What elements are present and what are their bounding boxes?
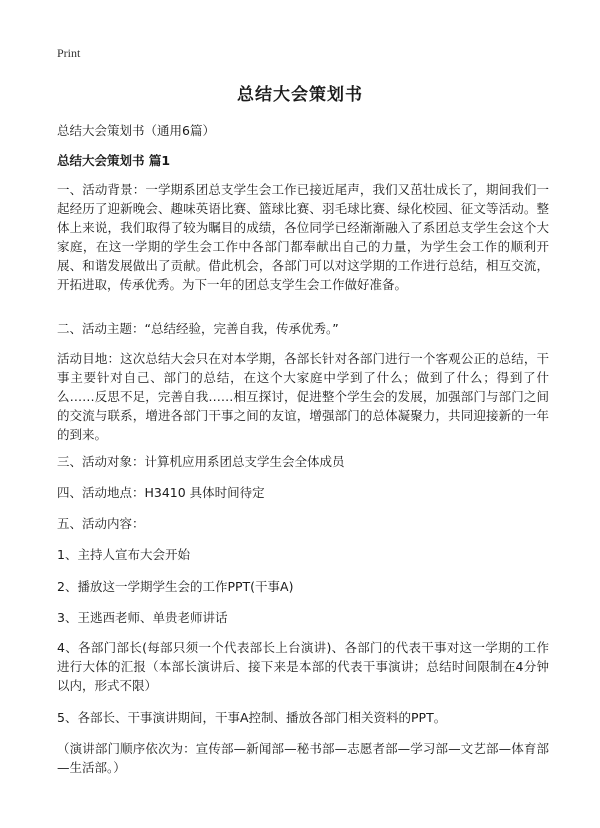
list-item-3: 3、王逃西老师、单贵老师讲话 [57,610,228,625]
paragraph-order: （演讲部门顺序依次为：宣传部—新闻部—秘书部—志愿者部—学习部—文艺部—体育部—生活部。） [57,741,549,775]
paragraph-content-heading: 五、活动内容： [57,516,145,531]
paragraph-purpose: 活动目地：这次总结大会只在对本学期，各部长针对各部门进行一个客观公正的总结，干事主要针对自己、部门的总结，在这个大家庭中学到了什么；做到了什么；得到了什么……反思不足，完善自我……相互探讨，促进整个学生会的发展，加强部门与部门之间的交流与联系，增进各部门干事之间的友谊，增强部门的总体凝聚力，共同迎接新的一年的到来。 [57,351,549,442]
paragraph-background: 一、活动背景：一学期系团总支学生会工作已接近尾声，我们又茁壮成长了，期间我们一起经历了迎新晚会、趣味英语比赛、篮球比赛、羽毛球比赛、绿化校园、征文等活动。整体上来说，我们取得了较为瞩目的成绩，各位同学已经渐渐融入了系团总支学生会这个大家庭，在这一学期的学生会工作中各部门都奉献出自己的力量，为学生会工作的顺利开展、和谐发展做出了贡献。借此机会，各部门可以对这学期的工作进行总结，相互交流，开拓进取，传承优秀。为下一年的团总支学生会工作做好准备。 [57,182,549,292]
paragraph-audience: 三、活动对象：计算机应用系团总支学生会全体成员 [57,454,345,469]
section-heading: 总结大会策划书 篇1 [57,153,171,168]
print-label: Print [57,46,81,60]
list-item-1: 1、主持人宣布大会开始 [57,547,190,562]
page-title: 总结大会策划书 [237,85,363,105]
document-subtitle: 总结大会策划书（通用6篇） [57,123,215,138]
list-item-2: 2、播放这一学期学生会的工作PPT(干事A) [57,579,294,594]
paragraph-location: 四、活动地点：H3410 具体时间待定 [57,485,265,500]
list-item-5: 5、各部长、干事演讲期间，干事A控制、播放各部门相关资料的PPT。 [57,710,447,725]
paragraph-theme: 二、活动主题：“总结经验，完善自我，传承优秀。” [57,321,339,336]
list-item-4: 4、各部门部长(每部只须一个代表部长上台演讲)、各部门的代表干事对这一学期的工作进行大体的汇报（本部长演讲后、接下来是本部的代表干事演讲；总结时间限制在4分钟以内，形式不限） [57,640,549,693]
